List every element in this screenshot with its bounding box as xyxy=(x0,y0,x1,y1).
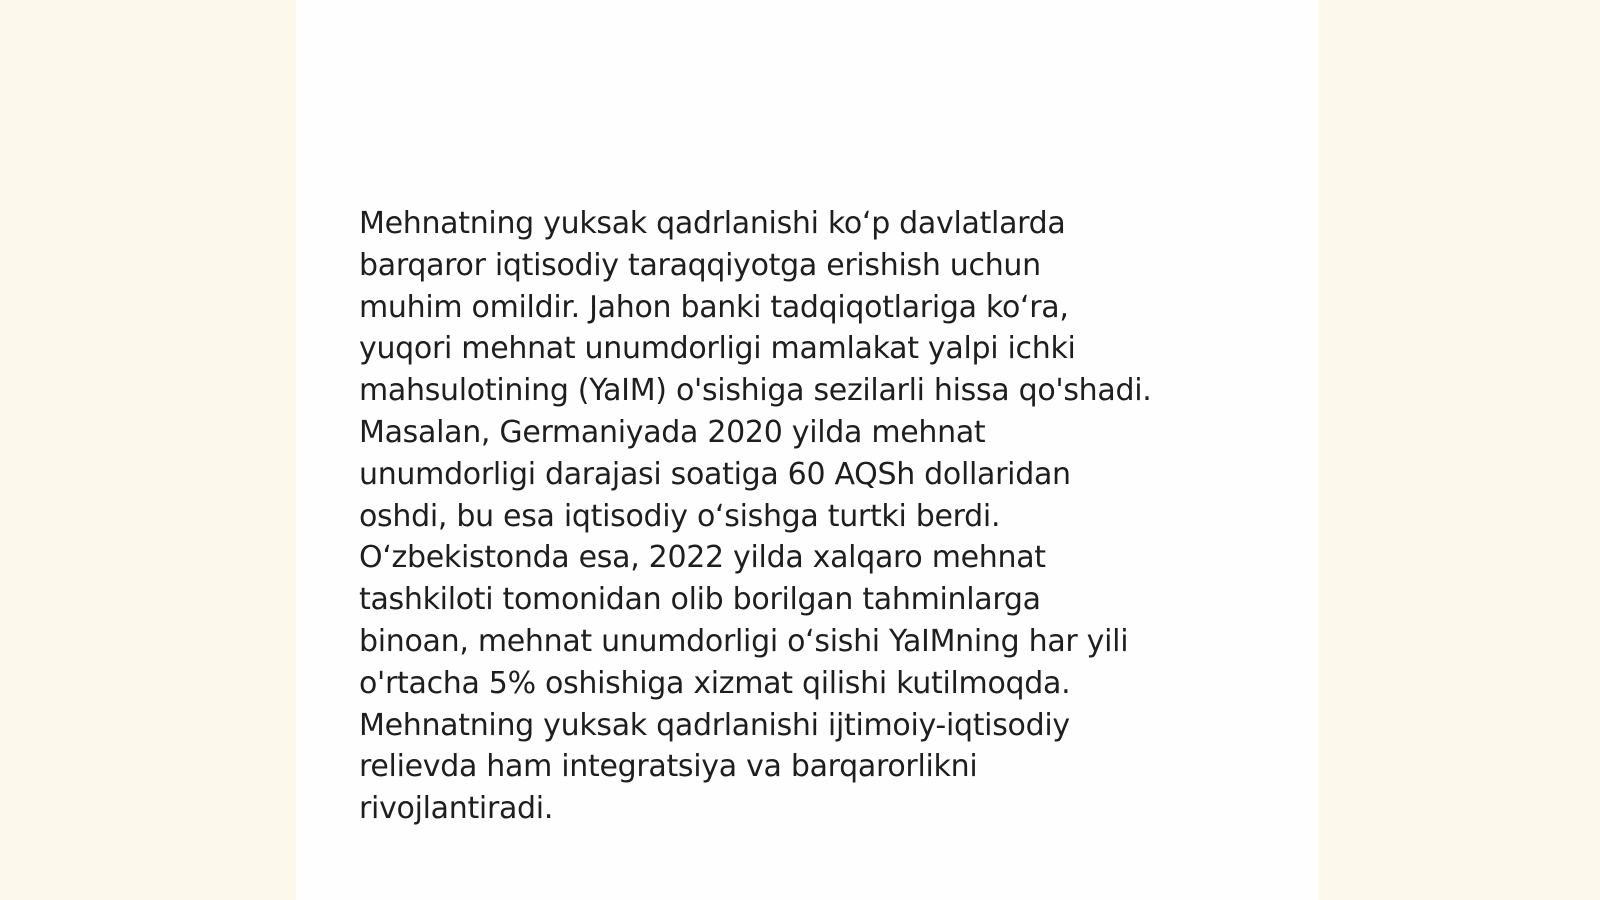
text-line: muhim omildir. Jahon banki tadqiqotlariga ko‘ra, xyxy=(359,289,1069,325)
text-line: relievda ham integratsiya va barqarorlikni xyxy=(359,749,978,785)
text-line: O‘zbekistonda esa, 2022 yilda xalqaro mehnat xyxy=(359,540,1046,576)
text-line: binoan, mehnat unumdorligi o‘sishi YaIMning har yili xyxy=(359,623,1129,659)
text-line: barqaror iqtisodiy taraqqiyotga erishish uchun xyxy=(359,247,1041,283)
text-line: mahsulotining (YaIM) o'sishiga sezilarli hissa qo'shadi. xyxy=(359,373,1152,409)
text-line: yuqori mehnat unumdorligi mamlakat yalpi ichki xyxy=(359,331,1076,367)
text-line: rivojlantiradi. xyxy=(359,791,554,827)
text-line: Masalan, Germaniyada 2020 yilda mehnat xyxy=(359,414,986,450)
text-line: Mehnatning yuksak qadrlanishi ijtimoiy-iqtisodiy xyxy=(359,707,1070,743)
text-line: Mehnatning yuksak qadrlanishi ko‘p davlatlarda xyxy=(359,206,1066,241)
text-line: o'rtacha 5% oshishiga xizmat qilishi kutilmoqda. xyxy=(359,665,1071,701)
text-line: tashkiloti tomonidan olib borilgan tahminlarga xyxy=(359,582,1041,618)
text-line: unumdorligi darajasi soatiga 60 AQSh dollaridan xyxy=(359,456,1071,492)
body-paragraph xyxy=(359,203,1249,830)
document-panel xyxy=(296,0,1318,900)
text-line: oshdi, bu esa iqtisodiy o‘sishga turtki berdi. xyxy=(359,498,1001,534)
